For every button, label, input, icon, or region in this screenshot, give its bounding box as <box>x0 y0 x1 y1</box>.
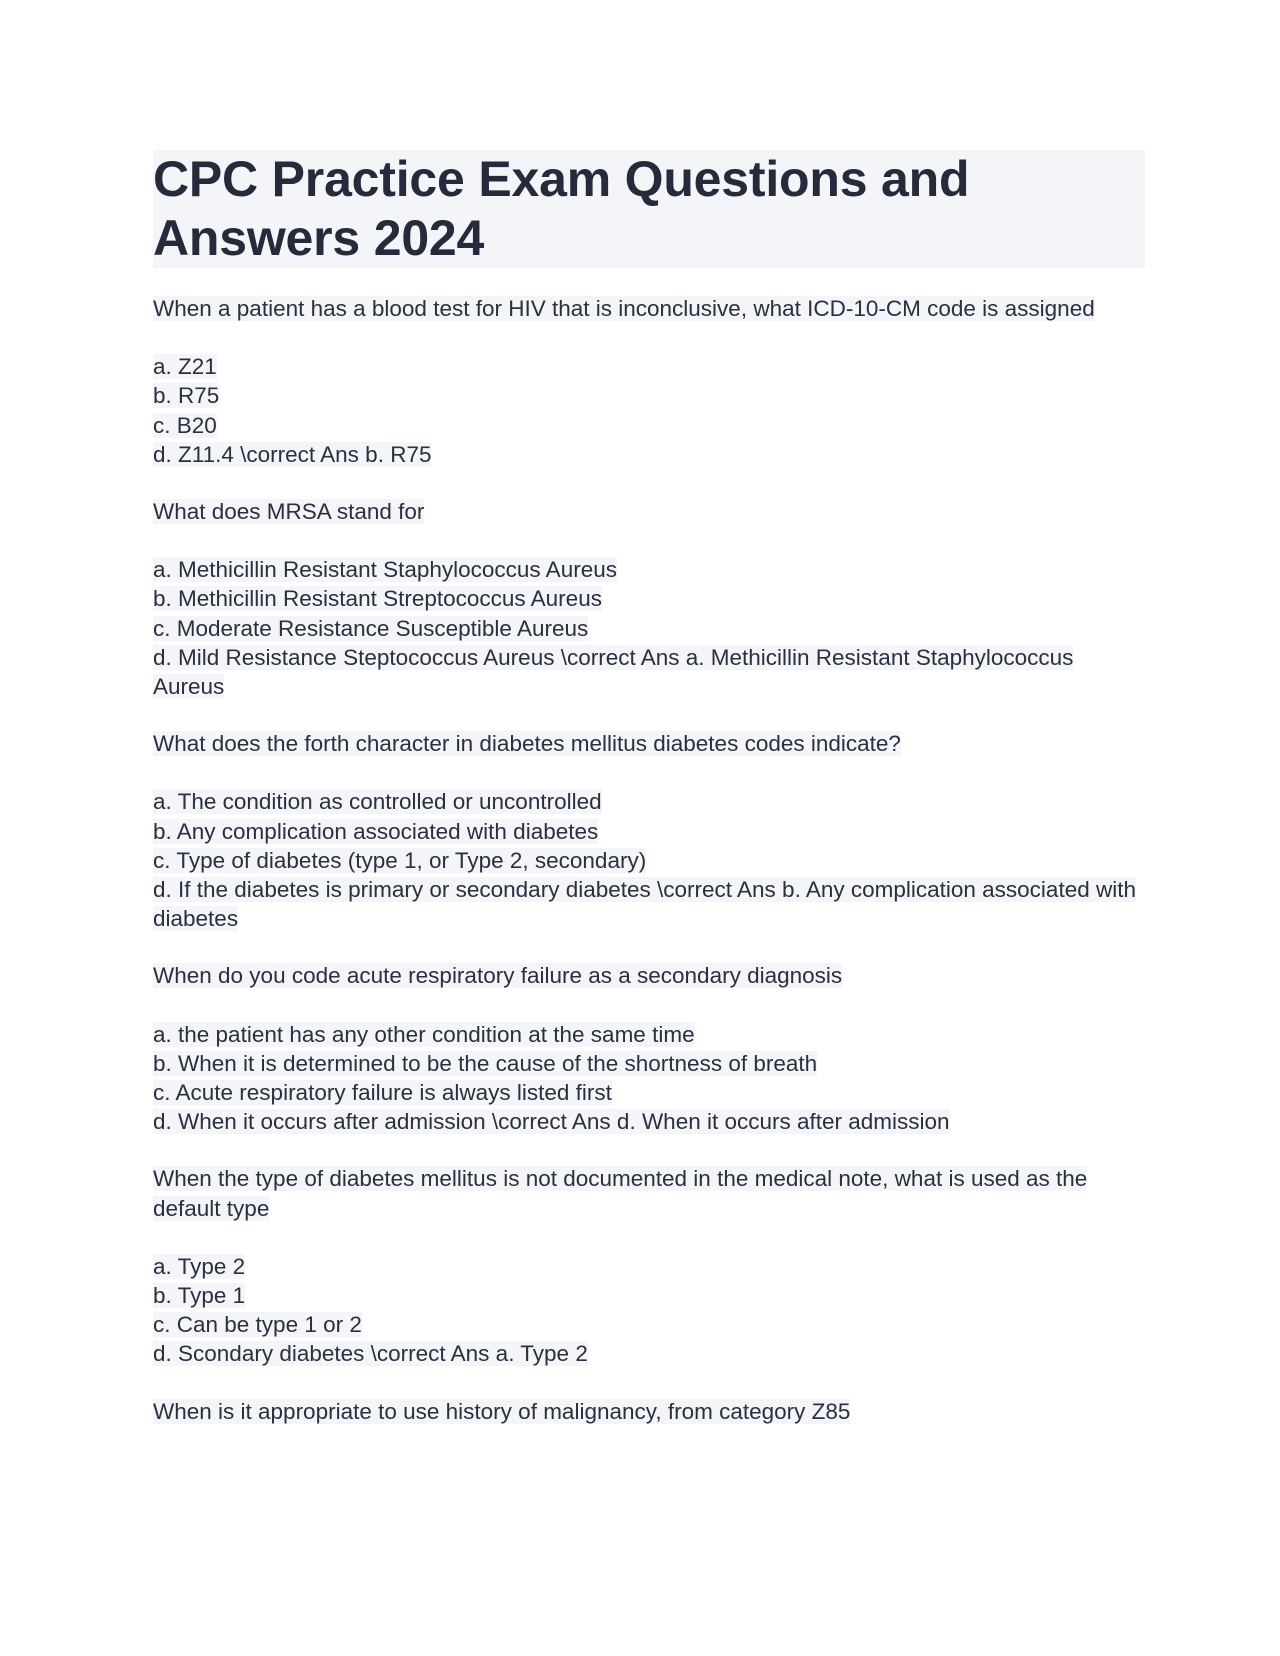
question-block <box>153 294 1145 469</box>
option-item: c. Can be type 1 or 2 <box>153 1312 362 1338</box>
question-text: What does MRSA stand for <box>153 499 425 525</box>
question-text: When do you code acute respiratory failure as a secondary diagnosis <box>153 963 843 989</box>
option-item-with-answer: d. If the diabetes is primary or secondary diabetes \correct Ans b. Any complication associated with diabetes <box>153 877 1136 932</box>
question-block <box>153 729 1145 933</box>
option-list <box>153 555 1145 701</box>
question-block <box>153 497 1145 701</box>
option-item: c. Acute respiratory failure is always listed first <box>153 1080 612 1106</box>
question-text: What does the forth character in diabetes mellitus diabetes codes indicate? <box>153 731 901 757</box>
option-list <box>153 787 1145 933</box>
option-item: b. Type 1 <box>153 1283 246 1309</box>
question-block <box>153 1397 1145 1426</box>
option-list <box>153 352 1145 469</box>
option-item: b. When it is determined to be the cause of the shortness of breath <box>153 1050 818 1076</box>
option-item-with-answer: d. When it occurs after admission \correct Ans d. When it occurs after admission <box>153 1109 950 1135</box>
question-list <box>153 294 1145 1426</box>
option-list <box>153 1252 1145 1369</box>
option-item: c. Type of diabetes (type 1, or Type 2, secondary) <box>153 847 647 873</box>
option-item: c. B20 <box>153 412 217 438</box>
option-item-with-answer: d. Z11.4 \correct Ans b. R75 <box>153 441 432 467</box>
document-title: CPC Practice Exam Questions and Answers 2024 <box>153 150 1145 268</box>
option-item-with-answer: d. Mild Resistance Steptococcus Aureus \correct Ans a. Methicillin Resistant Staphylococcus Aureus <box>153 644 1074 700</box>
question-text: When the type of diabetes mellitus is not documented in the medical note, what is used as the default type <box>153 1166 1088 1221</box>
question-block <box>153 1164 1145 1368</box>
option-item: b. Methicillin Resistant Streptococcus Aureus <box>153 586 602 612</box>
option-item: a. The condition as controlled or uncontrolled <box>153 789 602 815</box>
option-item-with-answer: d. Scondary diabetes \correct Ans a. Type 2 <box>153 1341 588 1367</box>
question-text: When is it appropriate to use history of malignancy, from category Z85 <box>153 1398 851 1424</box>
option-item: b. Any complication associated with diabetes <box>153 818 599 844</box>
option-list <box>153 1020 1145 1137</box>
option-item: a. Methicillin Resistant Staphylococcus Aureus <box>153 557 617 583</box>
document-page <box>153 150 1145 1426</box>
question-text: When a patient has a blood test for HIV that is inconclusive, what ICD-10-CM code is assigned <box>153 296 1095 321</box>
option-item: a. Z21 <box>153 354 217 380</box>
option-item: a. the patient has any other condition at the same time <box>153 1021 695 1047</box>
option-item: c. Moderate Resistance Susceptible Aureus <box>153 615 589 641</box>
option-item: a. Type 2 <box>153 1253 246 1279</box>
question-block <box>153 961 1145 1136</box>
option-item: b. R75 <box>153 383 220 409</box>
